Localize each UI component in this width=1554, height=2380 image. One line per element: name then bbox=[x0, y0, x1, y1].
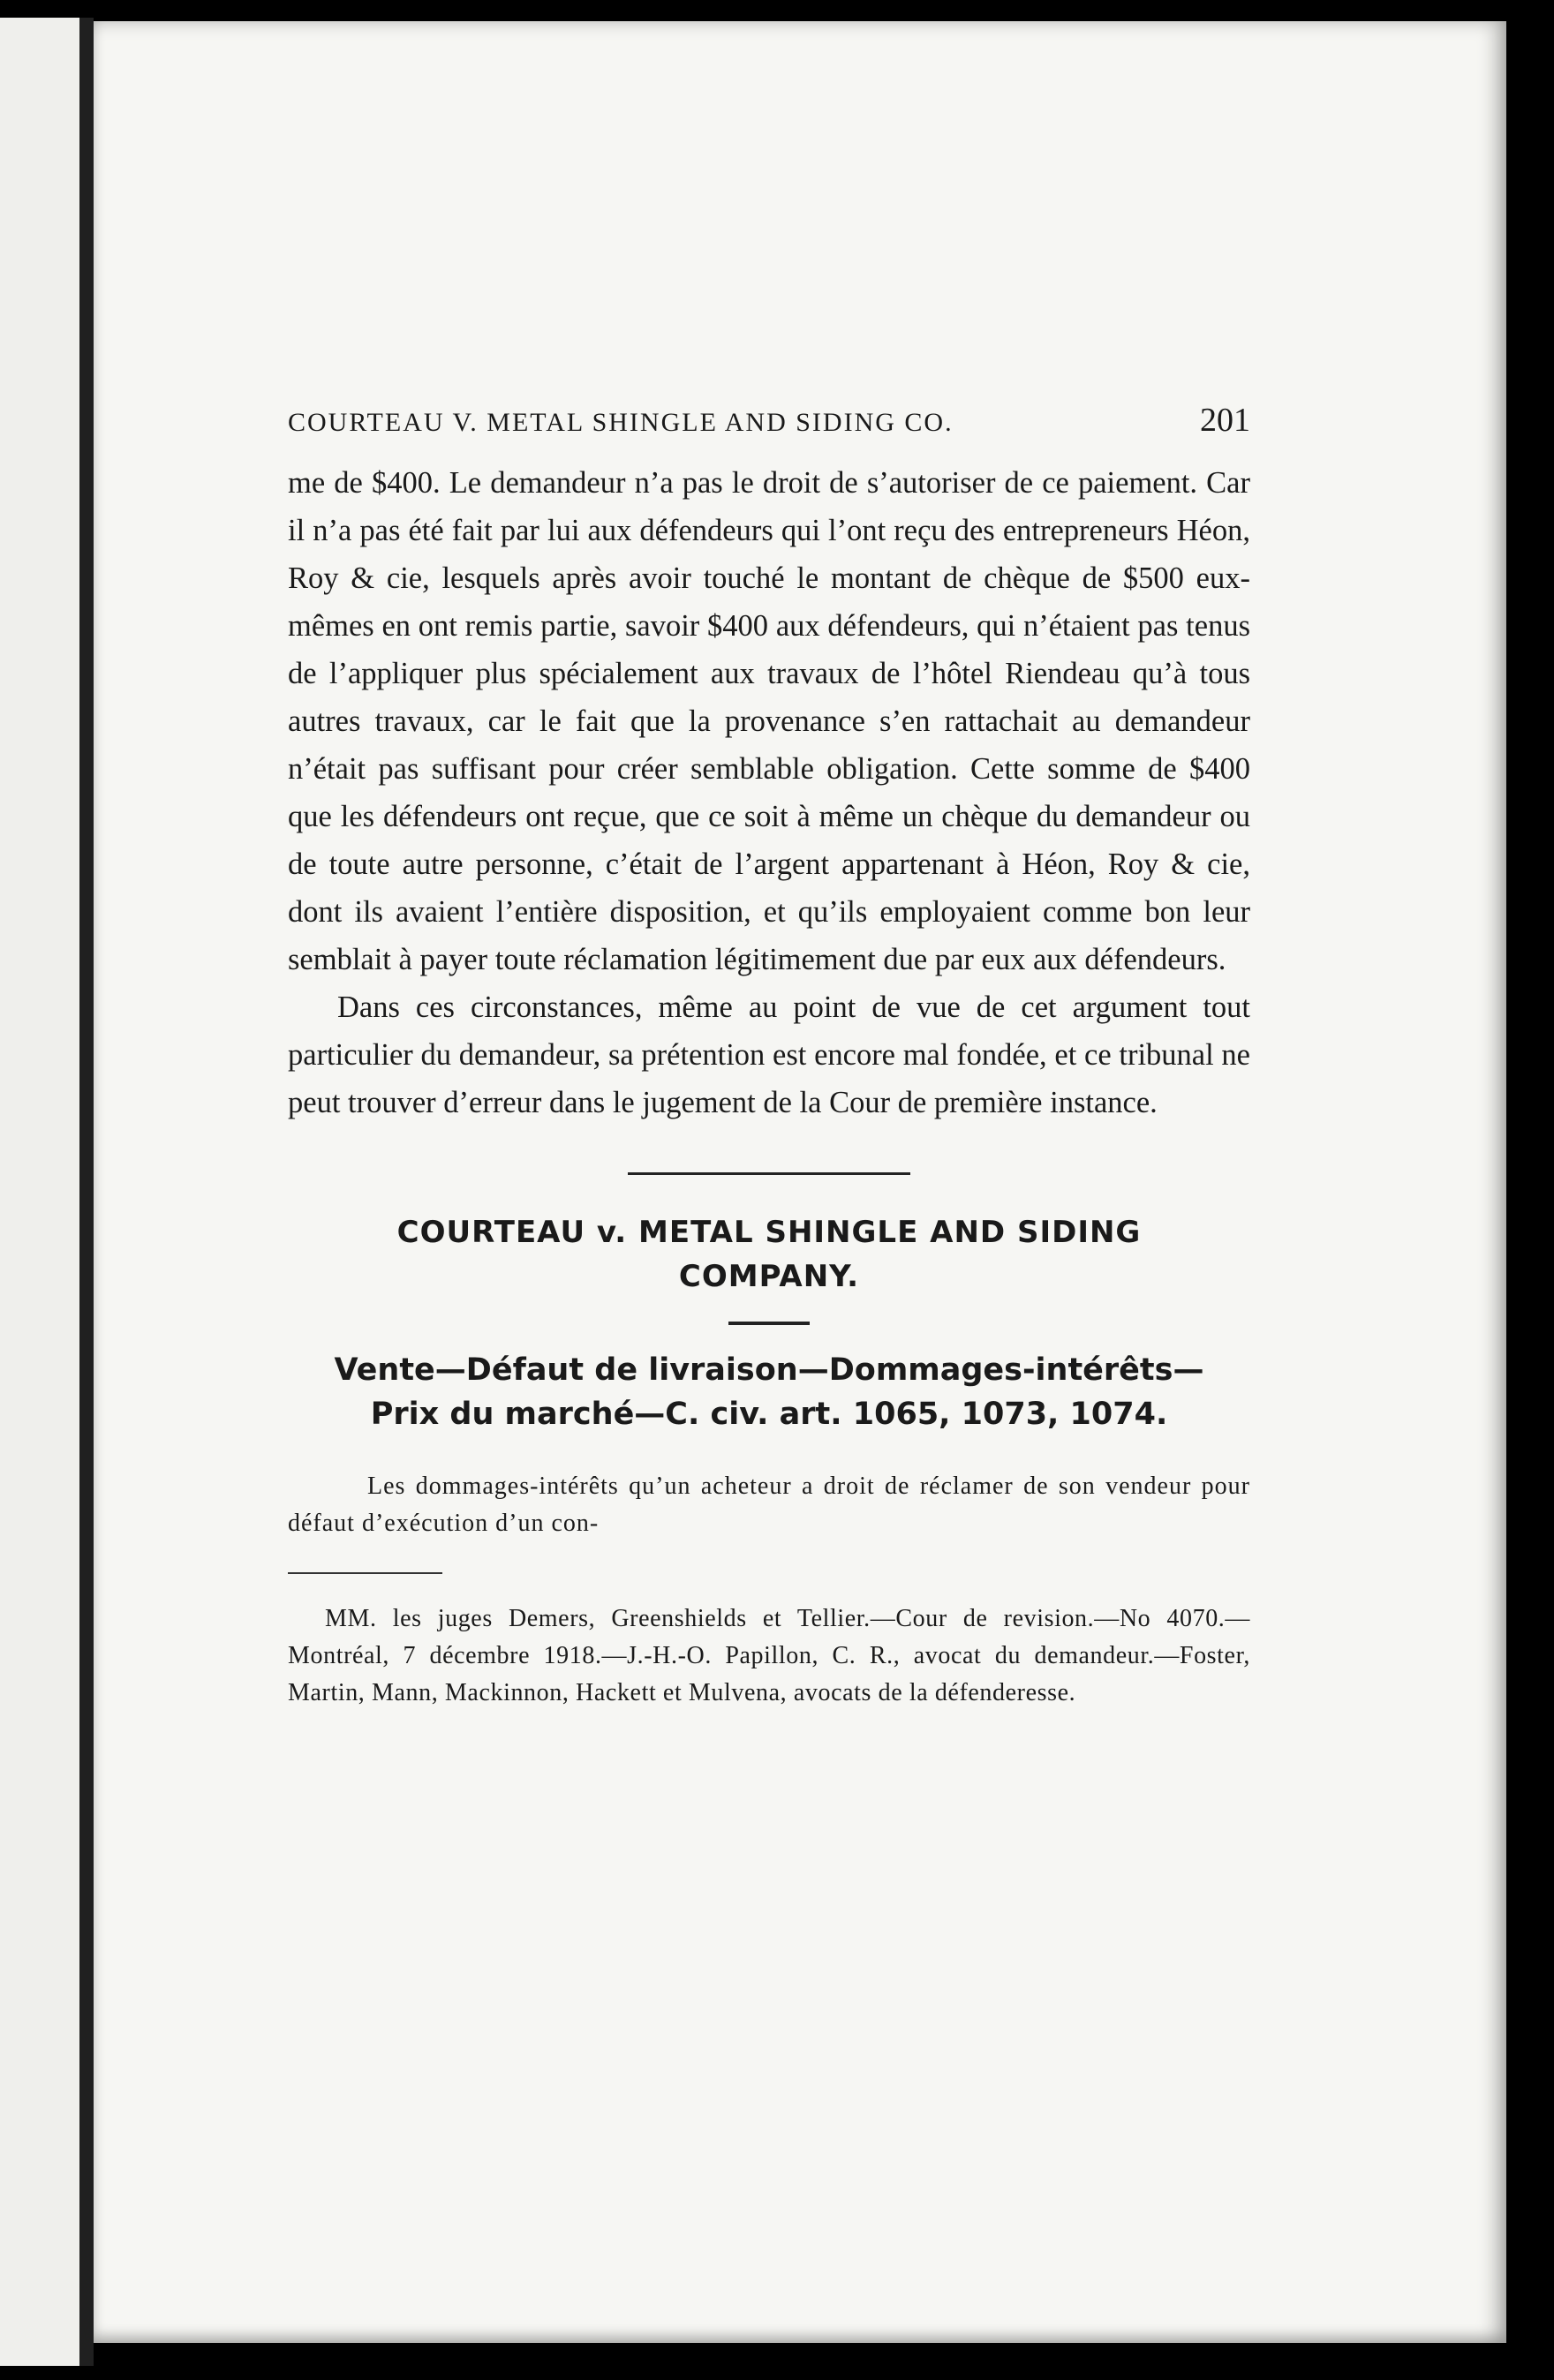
subject-line-2: Prix du marché—C. civ. art. 1065, 1073, 1074. bbox=[370, 1397, 1168, 1432]
page-number: 201 bbox=[1200, 402, 1250, 439]
subject-line-1: Vente—Défaut de livraison—Dommages-intérêts— bbox=[334, 1352, 1204, 1388]
section-divider bbox=[628, 1172, 910, 1175]
body-paragraph-1: me de $400. Le demandeur n’a pas le droit de s’autoriser de ce paiement. Car il n’a pas été fait par lui aux défendeurs qui l’ont reçu des entrepreneurs Héon, Roy & cie, lesquels après avoir touché le montant de chèque de $500 eux-mêmes en ont remis partie, savoir $400 aux défendeurs, qui n’étaient pas tenus de l’appliquer plus spécialement aux travaux de l’hôtel Riendeau qu’à tous autres travaux, car le fait que la provenance s’en rattachait au demandeur n’était pas suffisant pour créer semblable obligation. Cette somme de $400 que les défendeurs ont reçue, que ce soit à même un chèque du demandeur ou de toute autre personne, c’était de l’argent appartenant à Héon, Roy & cie, dont ils avaient l’entière disposition, et qu’ils employaient comme bon leur semblait à payer toute réclamation légitimement due par eux aux défendeurs. bbox=[288, 466, 1250, 976]
footnote-rule bbox=[288, 1572, 442, 1574]
previous-page-edge bbox=[0, 18, 79, 2366]
book-binding bbox=[79, 18, 94, 2366]
case-title: COURTEAU v. METAL SHINGLE AND SIDING COMPANY. bbox=[396, 1215, 1142, 1294]
page-content bbox=[288, 401, 1250, 1712]
running-head bbox=[288, 401, 1250, 440]
title-rule bbox=[728, 1322, 810, 1325]
headnote: Les dommages-intérêts qu’un acheteur a droit de réclamer de son vendeur pour défaut d’exécution d’un con- bbox=[288, 1472, 1250, 1537]
body-paragraph-2: Dans ces circonstances, même au point de vue de cet argument tout particulier du demandeur, sa prétention est encore mal fondée, et ce tribunal ne peut trouver d’erreur dans le jugement de la Cour de première instance. bbox=[288, 990, 1250, 1119]
footnote: MM. les juges Demers, Greenshields et Tellier.—Cour de revision.—No 4070.—Montréal, 7 décembre 1918.—J.-H.-O. Papillon, C. R., avocat du demandeur.—Foster, Martin, Mann, Mackinnon, Hackett et Mulvena, avocats de la défenderesse. bbox=[288, 1605, 1250, 1706]
document-page bbox=[94, 21, 1506, 2343]
running-head-title: COURTEAU V. METAL SHINGLE AND SIDING CO. bbox=[288, 408, 954, 437]
